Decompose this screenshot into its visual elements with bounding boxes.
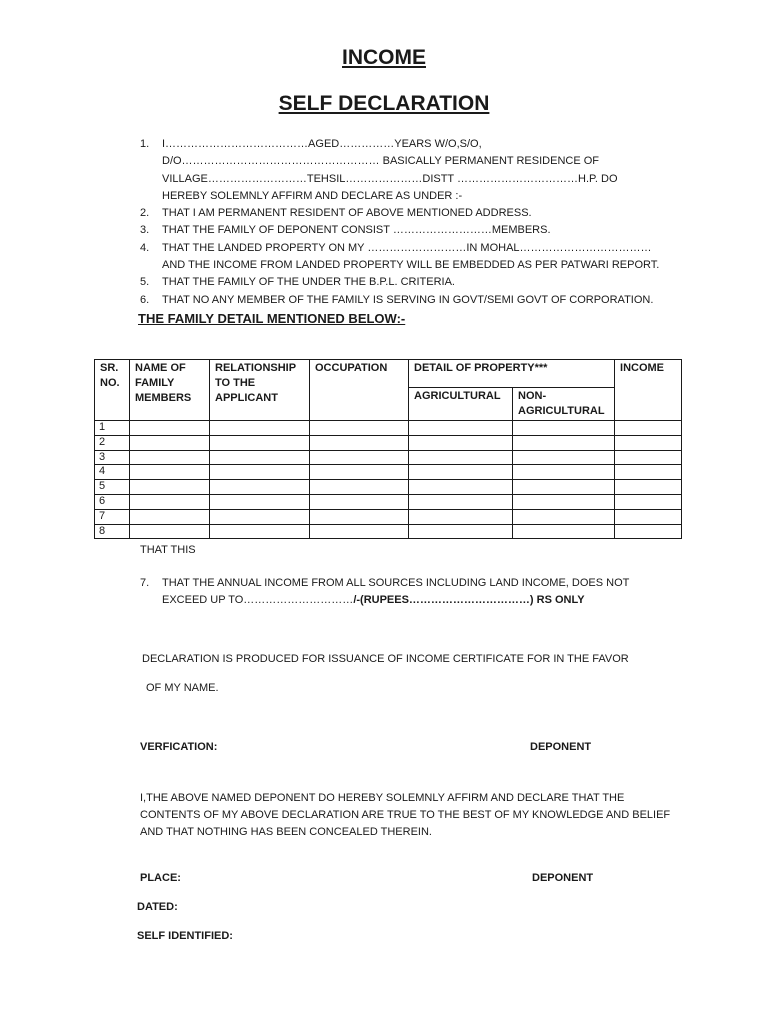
income-limit-text: THAT THE ANNUAL INCOME FROM ALL SOURCES INCLUDING LAND INCOME, DOES NOT EXCEED UP TO………………………… — [162, 577, 630, 607]
family-detail-heading: THE FAMILY DETAIL MENTIONED BELOW:- — [138, 311, 406, 326]
declaration-items — [140, 136, 660, 309]
item-text: THAT THE FAMILY OF THE UNDER THE B.P.L. CRITERIA. — [162, 276, 455, 289]
relationship-cell[interactable] — [210, 421, 310, 436]
document-title: INCOME — [342, 46, 426, 69]
declaration-purpose-line1: DECLARATION IS PRODUCED FOR ISSUANCE OF INCOME CERTIFICATE FOR IN THE FAVOR — [142, 653, 629, 665]
agricultural-cell[interactable] — [409, 509, 513, 524]
occupation-cell[interactable] — [310, 480, 409, 495]
name-cell[interactable] — [130, 494, 210, 509]
document-subtitle: SELF DECLARATION — [278, 92, 490, 115]
sr-no-cell: 8 — [95, 524, 130, 539]
declaration-item — [140, 136, 660, 205]
income-cell[interactable] — [615, 435, 682, 450]
name-cell[interactable] — [130, 480, 210, 495]
non-agricultural-cell[interactable] — [513, 509, 615, 524]
deponent-label-top: DEPONENT — [530, 741, 592, 753]
item-text — [162, 575, 675, 610]
item-number: 5. — [140, 276, 150, 289]
self-identified-label: SELF IDENTIFIED: — [137, 930, 233, 942]
item-text: THAT THE FAMILY OF DEPONENT CONSIST ………………………MEMBERS. — [162, 224, 551, 237]
relationship-cell[interactable] — [210, 450, 310, 465]
declaration-item — [140, 222, 660, 239]
occupation-cell[interactable] — [310, 450, 409, 465]
name-cell[interactable] — [130, 450, 210, 465]
relationship-cell[interactable] — [210, 480, 310, 495]
table-row — [95, 524, 682, 539]
item-text: THAT I AM PERMANENT RESIDENT OF ABOVE MENTIONED ADDRESS. — [162, 207, 532, 220]
non-agricultural-cell[interactable] — [513, 494, 615, 509]
name-cell[interactable] — [130, 524, 210, 539]
name-cell[interactable] — [130, 435, 210, 450]
occupation-cell[interactable] — [310, 509, 409, 524]
declaration-item — [140, 575, 675, 610]
header-name: NAME OF FAMILY MEMBERS — [130, 360, 210, 421]
sr-no-cell: 4 — [95, 465, 130, 480]
name-cell[interactable] — [130, 509, 210, 524]
verification-label: VERFICATION: — [140, 741, 218, 753]
item-number: 3. — [140, 224, 150, 237]
declaration-item — [140, 205, 660, 222]
header-property: DETAIL OF PROPERTY*** — [409, 360, 615, 388]
income-cell[interactable] — [615, 465, 682, 480]
table-row — [95, 465, 682, 480]
declaration-purpose-line2: OF MY NAME. — [146, 682, 219, 694]
sr-no-cell: 2 — [95, 435, 130, 450]
table-row — [95, 435, 682, 450]
header-agricultural: AGRICULTURAL — [409, 388, 513, 421]
non-agricultural-cell[interactable] — [513, 435, 615, 450]
dated-label: DATED: — [137, 901, 178, 913]
item-text: THAT THE LANDED PROPERTY ON MY ………………………IN MOHAL………………………………AND THE INCOME FROM LANDED PROPERTY WILL BE EMBEDDED AS PER PATWARI REPORT. — [162, 241, 660, 272]
table-row — [95, 509, 682, 524]
table-row — [95, 450, 682, 465]
table-row — [95, 480, 682, 495]
header-income: INCOME — [615, 360, 682, 421]
agricultural-cell[interactable] — [409, 421, 513, 436]
item-number: 4. — [140, 241, 150, 254]
non-agricultural-cell[interactable] — [513, 421, 615, 436]
relationship-cell[interactable] — [210, 509, 310, 524]
sr-no-cell: 5 — [95, 480, 130, 495]
sr-no-cell: 1 — [95, 421, 130, 436]
occupation-cell[interactable] — [310, 465, 409, 480]
name-cell[interactable] — [130, 421, 210, 436]
item-number: 6. — [140, 293, 150, 306]
agricultural-cell[interactable] — [409, 494, 513, 509]
header-occupation: OCCUPATION — [310, 360, 409, 421]
item-number: 7. — [140, 577, 150, 589]
header-non-agricultural: NON-AGRICULTURAL — [513, 388, 615, 421]
declaration-item — [140, 274, 660, 291]
header-sr-no: SR. NO. — [95, 360, 130, 421]
non-agricultural-cell[interactable] — [513, 480, 615, 495]
declaration-item — [140, 240, 660, 275]
rupees-text: /-(RUPEES……………………………) RS ONLY — [353, 594, 585, 607]
agricultural-cell[interactable] — [409, 524, 513, 539]
item-text: I…………………………………AGED……………YEARS W/O,S/O, D/O……………………………………………… BASICALLY PERMANENT RESIDENCE OF VILLAGE………………………TEHSIL…………………DISTT ……………………………H.P. DO HEREBY SOLEMNLY AFFIRM AND DECLARE AS UNDER :- — [162, 138, 618, 202]
income-cell[interactable] — [615, 480, 682, 495]
agricultural-cell[interactable] — [409, 450, 513, 465]
header-relationship: RELATIONSHIP TO THE APPLICANT — [210, 360, 310, 421]
relationship-cell[interactable] — [210, 435, 310, 450]
occupation-cell[interactable] — [310, 421, 409, 436]
income-cell[interactable] — [615, 524, 682, 539]
non-agricultural-cell[interactable] — [513, 465, 615, 480]
place-label: PLACE: — [140, 872, 181, 884]
agricultural-cell[interactable] — [409, 465, 513, 480]
occupation-cell[interactable] — [310, 435, 409, 450]
verification-text: I,THE ABOVE NAMED DEPONENT DO HEREBY SOLEMNLY AFFIRM AND DECLARE THAT THE CONTENTS OF MY ABOVE DECLARATION ARE TRUE TO THE BEST OF MY KNOWLEDGE AND BELIEF AND THAT NOTHING HAS BEEN CONCEALED THEREIN. — [140, 792, 671, 838]
income-limit-item — [140, 575, 675, 610]
non-agricultural-cell[interactable] — [513, 450, 615, 465]
income-cell[interactable] — [615, 509, 682, 524]
occupation-cell[interactable] — [310, 494, 409, 509]
relationship-cell[interactable] — [210, 524, 310, 539]
agricultural-cell[interactable] — [409, 435, 513, 450]
income-cell[interactable] — [615, 450, 682, 465]
item-number: 1. — [140, 138, 150, 150]
declaration-item — [140, 292, 660, 309]
name-cell[interactable] — [130, 465, 210, 480]
non-agricultural-cell[interactable] — [513, 524, 615, 539]
relationship-cell[interactable] — [210, 465, 310, 480]
that-this-text: THAT THIS — [140, 544, 196, 556]
table-row — [95, 494, 682, 509]
income-cell[interactable] — [615, 494, 682, 509]
sr-no-cell: 6 — [95, 494, 130, 509]
occupation-cell[interactable] — [310, 524, 409, 539]
agricultural-cell[interactable] — [409, 480, 513, 495]
relationship-cell[interactable] — [210, 494, 310, 509]
table-row — [95, 421, 682, 436]
sr-no-cell: 3 — [95, 450, 130, 465]
income-cell[interactable] — [615, 421, 682, 436]
deponent-label-bottom: DEPONENT — [532, 872, 594, 884]
family-detail-table — [94, 359, 682, 539]
item-number: 2. — [140, 207, 150, 220]
sr-no-cell: 7 — [95, 509, 130, 524]
item-text: THAT NO ANY MEMBER OF THE FAMILY IS SERVING IN GOVT/SEMI GOVT OF CORPORATION. — [162, 293, 654, 306]
